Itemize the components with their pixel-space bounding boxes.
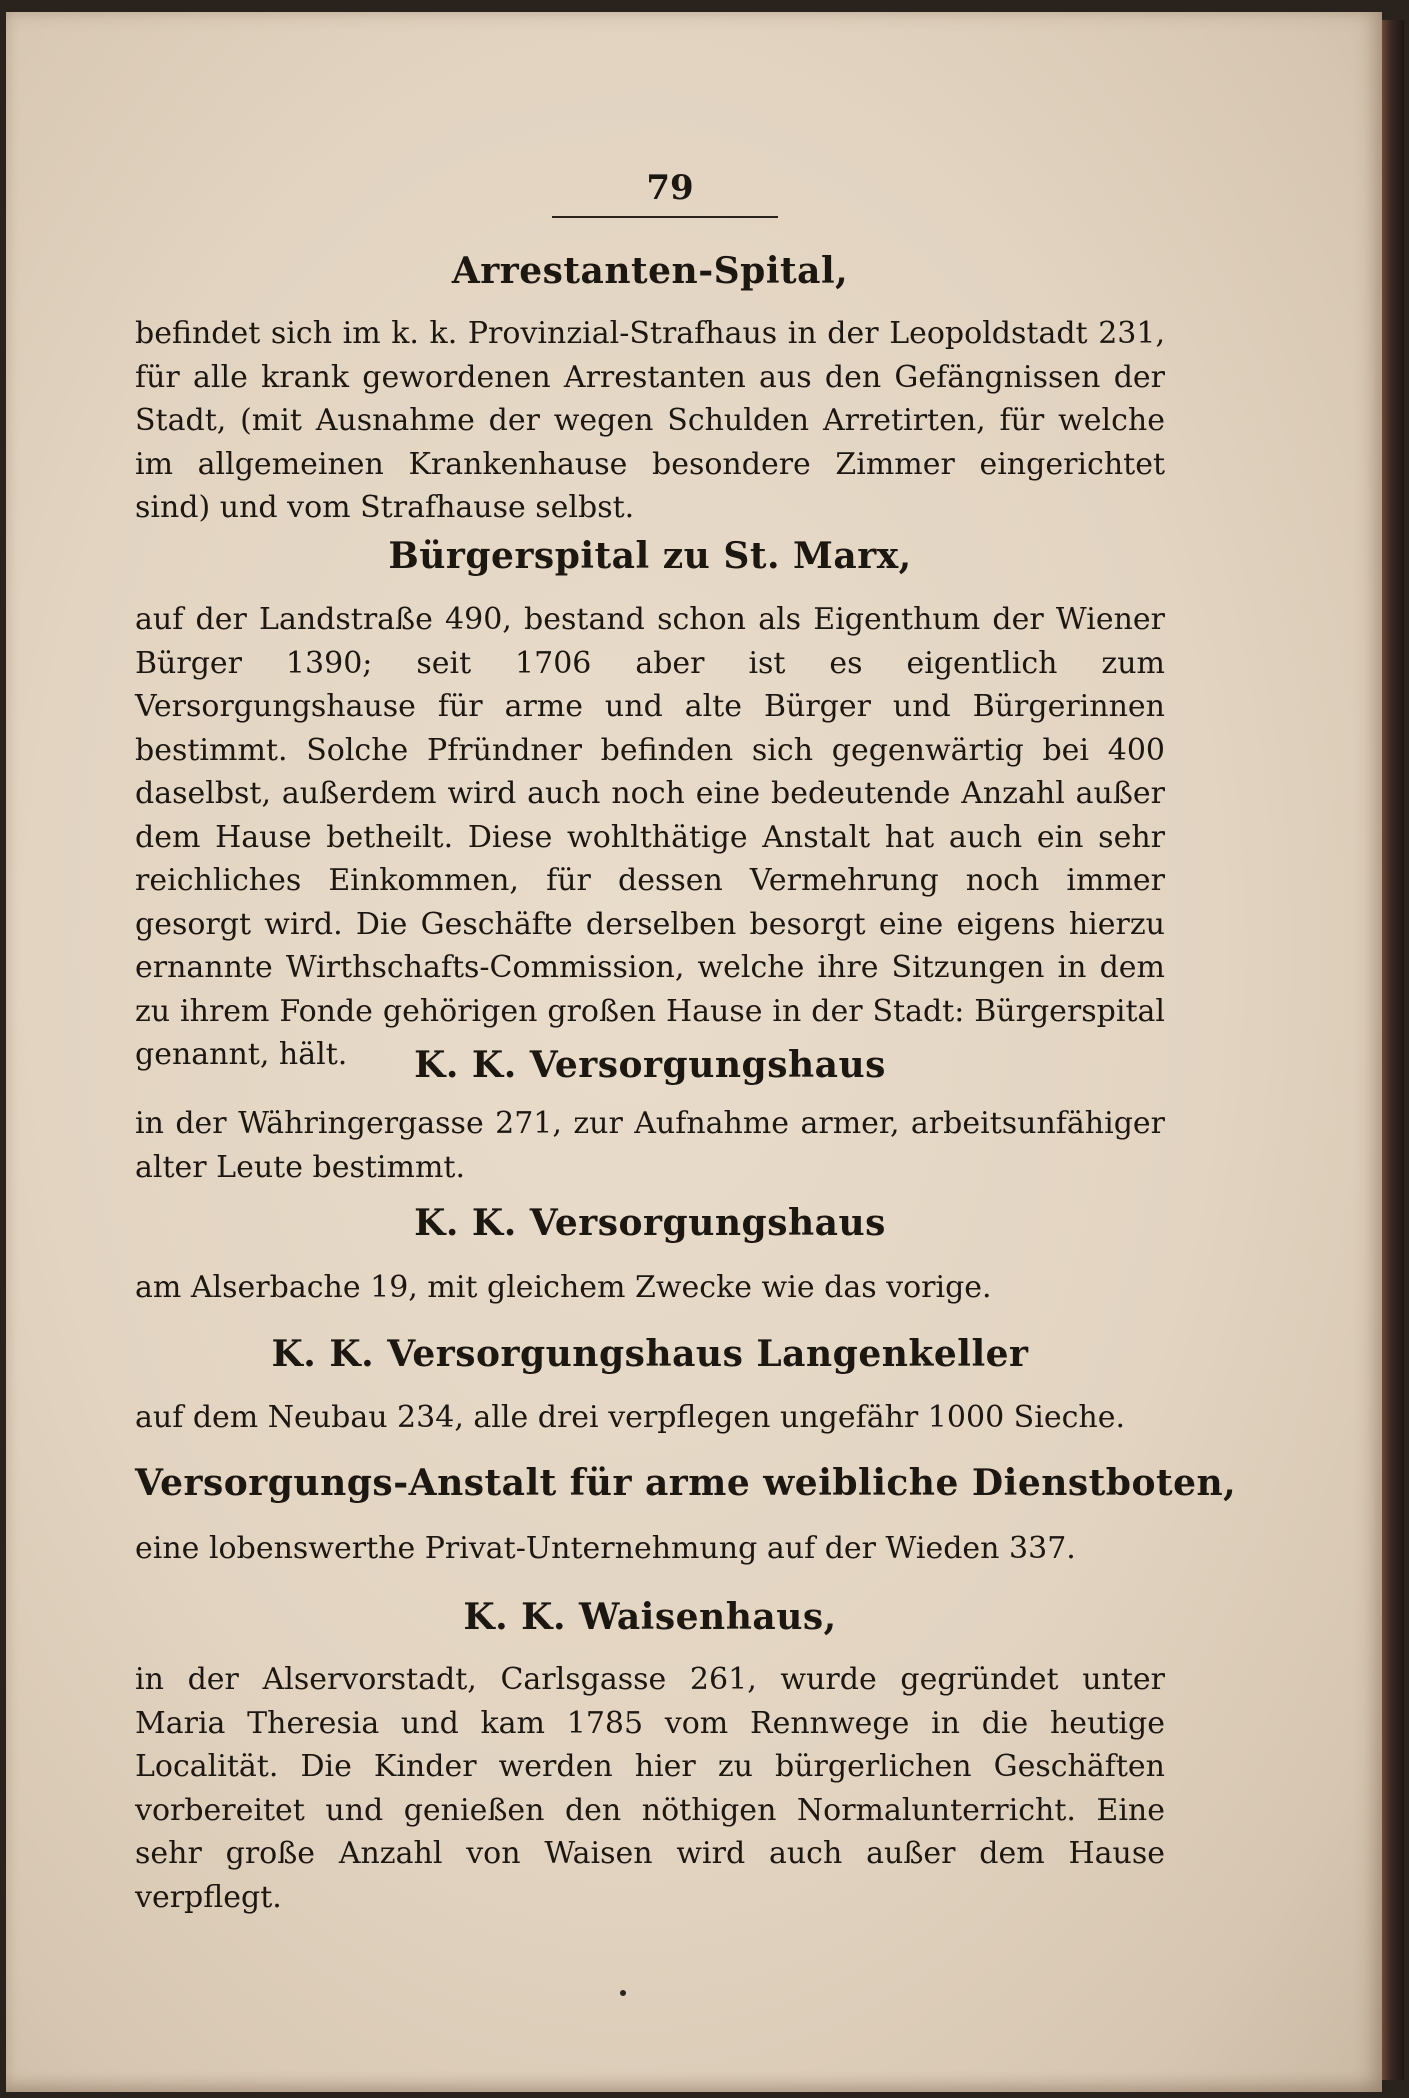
section-body-versorgungshaus-alserbach: am Alserbache 19, mit gleichem Zwecke wie das vorige. xyxy=(135,1270,992,1305)
section-title-waisenhaus: K. K. Waisenhaus, xyxy=(463,1596,837,1638)
page-edge-shadow xyxy=(1382,20,1404,2080)
section-title-buergerspital: Bürgerspital zu St. Marx, xyxy=(388,535,912,577)
section-title-versorgungshaus-langenkeller: K. K. Versorgungshaus Langenkeller xyxy=(271,1333,1029,1375)
section-body-dienstboten-anstalt: eine lobenswerthe Privat-Unternehmung auf der Wieden 337. xyxy=(135,1531,1076,1566)
section-body-versorgungshaus-waehring: in der Währingergasse 271, zur Aufnahme armer, arbeitsunfähiger alter Leute bestimmt. xyxy=(135,1106,1165,1185)
ink-speck xyxy=(620,1990,626,1996)
page-number: 79 xyxy=(646,168,694,208)
section-title-dienstboten-anstalt: Versorgungs-Anstalt für arme weibliche Dienstboten, xyxy=(135,1462,1237,1504)
section-title-versorgungshaus-alserbach: K. K. Versorgungshaus xyxy=(414,1202,886,1244)
section-title-versorgungshaus-waehring: K. K. Versorgungshaus xyxy=(414,1044,886,1086)
section-body-arrestanten-spital: befindet sich im k. k. Provinzial-Strafhaus in der Leopoldstadt 231, für alle krank gewordenen Arrestanten aus den Gefängnissen der Stadt, (mit Ausnahme der wegen Schulden Arretirten, für welche im allgemeinen Krankenhause besondere Zimmer eingerichtet sind) und vom Strafhause selbst. xyxy=(135,316,1165,525)
section-body-versorgungshaus-langenkeller: auf dem Neubau 234, alle drei verpflegen ungefähr 1000 Sieche. xyxy=(135,1400,1125,1435)
section-body-waisenhaus: in der Alservorstadt, Carlsgasse 261, wurde gegründet unter Maria Theresia und kam 1785 vom Rennwege in die heutige Localität. Die Kinder werden hier zu bürgerlichen Geschäften vorbereitet und genießen den nöthigen Normalunterricht. Eine sehr große Anzahl von Waisen wird auch außer dem Hause verpflegt. xyxy=(135,1662,1165,1915)
section-title-arrestanten-spital: Arrestanten-Spital, xyxy=(451,250,849,292)
section-body-buergerspital: auf der Landstraße 490, bestand schon als Eigenthum der Wiener Bürger 1390; seit 1706 aber ist es eigentlich zum Versorgungshause für arme und alte Bürger und Bürgerinnen bestimmt. Solche Pfründner befinden sich gegenwärtig bei 400 daselbst, außerdem wird auch noch eine bedeutende Anzahl außer dem Hause betheilt. Diese wohlthätige Anstalt hat auch ein sehr reichliches Einkommen, für dessen Vermehrung noch immer gesorgt wird. Die Geschäfte derselben besorgt eine eigens hierzu ernannte Wirthschafts-Commission, welche ihre Sitzungen in dem zu ihrem Fonde gehörigen großen Hause in der Stadt: Bürgerspital genannt, hält. xyxy=(135,602,1165,1072)
header-rule xyxy=(552,216,778,218)
